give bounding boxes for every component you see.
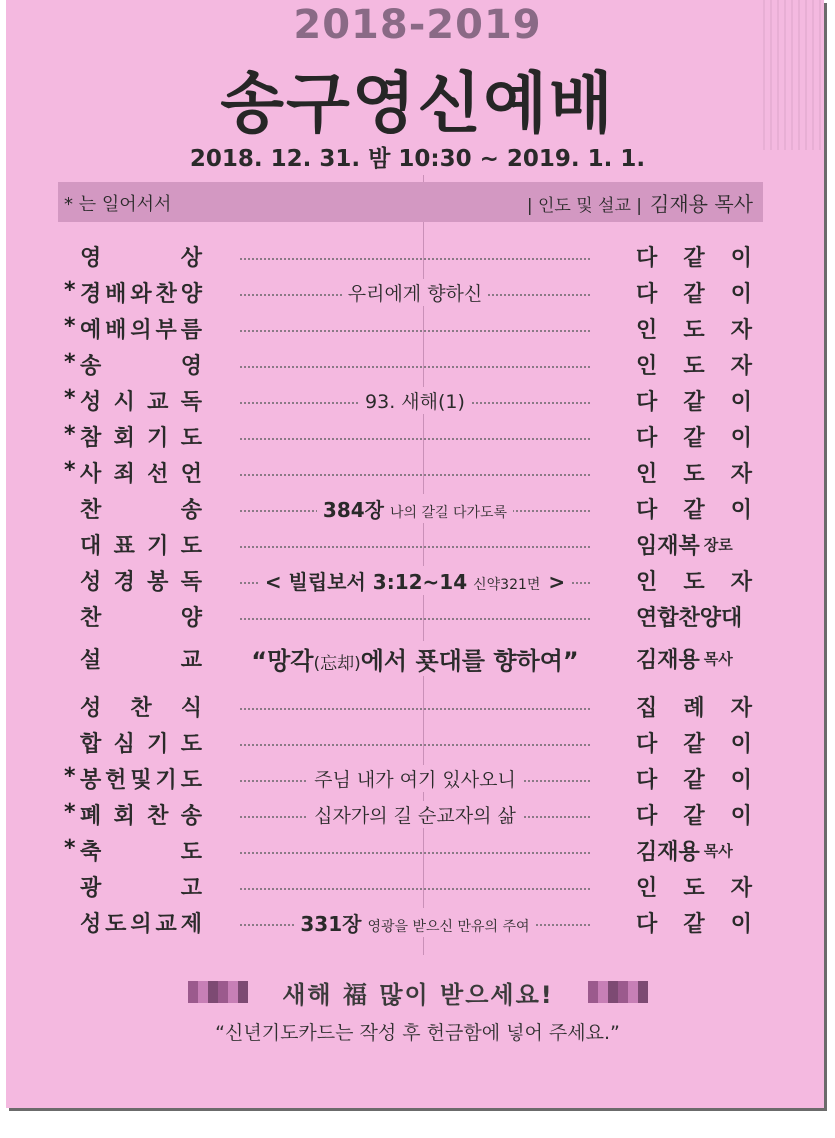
service-row	[0, 492, 835, 528]
service-row	[0, 834, 835, 870]
service-item-char: 고	[180, 875, 202, 901]
service-content	[230, 384, 600, 416]
leader-char: 도	[683, 461, 705, 487]
content-main: 384장	[322, 497, 384, 522]
service-leader	[636, 564, 752, 596]
sermon-title-c: 에서 푯대를 향하여”	[360, 646, 579, 675]
service-item-char: 봉	[80, 767, 102, 793]
service-item-char: 도	[180, 425, 202, 451]
leader-char: 례	[683, 695, 705, 721]
service-content	[230, 528, 600, 560]
leader-char: 이	[730, 389, 752, 415]
leader-char: 이	[730, 281, 752, 307]
service-item-char: 심	[113, 731, 135, 757]
content-text: 93. 새해(1)	[359, 387, 471, 414]
leader-char: 자	[730, 695, 752, 721]
service-item	[80, 384, 202, 416]
leader-char: 같	[683, 281, 705, 307]
service-item	[80, 564, 202, 596]
leader-char: 자	[730, 875, 752, 901]
service-item-char: 대	[80, 533, 102, 559]
service-item-char: 성	[80, 911, 102, 937]
service-item-char: 봉	[147, 569, 169, 595]
service-item-char: 죄	[113, 461, 135, 487]
leader-char: 같	[683, 731, 705, 757]
leader-char: 도	[683, 353, 705, 379]
service-leader	[636, 600, 752, 632]
service-date: 2018. 12. 31. 밤 10:30 ~ 2019. 1. 1.	[189, 146, 646, 172]
service-content	[230, 564, 600, 596]
service-item	[80, 870, 202, 902]
service-item	[80, 798, 202, 830]
service-leader	[636, 726, 752, 758]
content-text: 주님 내가 여기 있사오니	[308, 765, 522, 792]
service-item-char: 찬	[147, 803, 169, 829]
service-content	[230, 600, 600, 632]
service-item-char: 설	[80, 647, 102, 673]
service-item-char: 도	[105, 911, 127, 937]
service-item-char: 송	[180, 497, 202, 523]
service-leader	[636, 798, 752, 830]
leader-char: 다	[636, 389, 658, 415]
service-content	[230, 906, 600, 938]
service-item-char: 기	[147, 731, 169, 757]
content-sub: 나의 갈길 다가도록	[389, 504, 508, 521]
leader-char: 이	[730, 767, 752, 793]
service-item-char: 회	[113, 425, 135, 451]
leader-char: 이	[730, 911, 752, 937]
service-item-char: 식	[180, 695, 202, 721]
service-row	[0, 726, 835, 762]
leader-name: 김재용 목사	[650, 192, 753, 216]
service-content	[230, 870, 600, 902]
leader-char: 다	[636, 731, 658, 757]
leader-char: 같	[683, 497, 705, 523]
service-item-char: 독	[180, 569, 202, 595]
leader-char: 이	[730, 731, 752, 757]
leader-char: 인	[636, 353, 658, 379]
leader-char: 다	[636, 911, 658, 937]
service-item-char: 제	[180, 911, 202, 937]
service-item-char: 헌	[105, 767, 127, 793]
leader-char: 이	[730, 425, 752, 451]
service-title: 송구영신예배	[220, 65, 615, 142]
years-heading: 2018-2019	[293, 2, 542, 48]
service-item-char: 송	[180, 803, 202, 829]
content-sub: 영광을 받으신 만유의 주여	[367, 918, 530, 935]
service-content	[230, 642, 600, 674]
service-row	[0, 642, 835, 678]
leader-char: 도	[683, 317, 705, 343]
content-sub: 신약321면	[473, 576, 541, 593]
pixel-block-right	[588, 981, 648, 1003]
service-content	[230, 240, 600, 272]
standing-mark: *	[64, 278, 76, 303]
leader-char: 자	[730, 353, 752, 379]
service-item-char: 교	[155, 911, 177, 937]
service-item-char: 선	[147, 461, 169, 487]
content-text	[294, 908, 535, 937]
service-leader	[636, 690, 752, 722]
service-row	[0, 528, 835, 564]
standing-mark: *	[64, 314, 76, 339]
service-content	[230, 420, 600, 452]
leader-role: 장로	[703, 535, 733, 554]
service-item-char: 찬	[80, 497, 102, 523]
service-item-char: 기	[147, 425, 169, 451]
service-item-char: 및	[130, 767, 152, 793]
service-item	[80, 240, 202, 272]
leader-char: 도	[683, 875, 705, 901]
leader-char: 같	[683, 911, 705, 937]
role-label: | 인도 및 설교 |	[526, 196, 643, 216]
service-content	[230, 762, 600, 794]
service-item-char: 배	[105, 317, 127, 343]
standing-mark: *	[64, 458, 76, 483]
leader-char: 인	[636, 569, 658, 595]
service-item	[80, 456, 202, 488]
blessing-banner	[188, 975, 648, 1009]
leader-char: 인	[636, 875, 658, 901]
service-item-char: 름	[180, 317, 202, 343]
leader-char: 인	[636, 461, 658, 487]
service-row	[0, 276, 835, 312]
standing-mark: *	[64, 350, 76, 375]
leader-name: 임재복	[636, 533, 700, 559]
service-item-char: 성	[80, 569, 102, 595]
content-text: 우리에게 향하신	[342, 279, 489, 306]
service-leader	[636, 420, 752, 452]
service-item-char: 사	[80, 461, 102, 487]
standing-mark: *	[64, 836, 76, 861]
leader-char: 다	[636, 767, 658, 793]
service-content	[230, 690, 600, 722]
service-item-char: 의	[130, 317, 152, 343]
service-item-char: 도	[180, 533, 202, 559]
content-text: 십자가의 길 순교자의 삶	[308, 801, 522, 828]
service-leader	[636, 870, 752, 902]
service-item-char: 찬	[80, 605, 102, 631]
service-item-char: 교	[180, 647, 202, 673]
service-leader	[636, 348, 752, 380]
service-item	[80, 312, 202, 344]
service-item-char: 부	[155, 317, 177, 343]
leader-char: 집	[636, 695, 658, 721]
service-item	[80, 528, 202, 560]
service-row	[0, 798, 835, 834]
service-item-char: 합	[80, 731, 102, 757]
service-content	[230, 726, 600, 758]
service-item-char: 경	[80, 281, 102, 307]
content-end: >	[548, 569, 566, 594]
leader-name: 김재용	[636, 647, 700, 673]
service-leader	[636, 240, 752, 272]
service-item-char: 참	[80, 425, 102, 451]
service-item-char: 광	[80, 875, 102, 901]
service-item	[80, 834, 202, 866]
service-row	[0, 420, 835, 456]
header-leader	[527, 188, 753, 217]
service-content	[230, 834, 600, 866]
service-item-char: 찬	[155, 281, 177, 307]
service-leader	[636, 762, 752, 794]
service-item-char: 언	[180, 461, 202, 487]
service-item	[80, 276, 202, 308]
leader-role: 목사	[703, 841, 733, 860]
service-item-char: 경	[113, 569, 135, 595]
service-content	[230, 348, 600, 380]
leader-char: 같	[683, 245, 705, 271]
service-item-char: 교	[147, 389, 169, 415]
service-item	[80, 690, 202, 722]
pixel-block-left	[188, 981, 248, 1003]
service-item-char: 영	[180, 353, 202, 379]
service-leader	[636, 384, 752, 416]
service-row	[0, 348, 835, 384]
service-item-char: 시	[113, 389, 135, 415]
service-item-char: 독	[180, 389, 202, 415]
service-item	[80, 906, 202, 938]
service-item-char: 양	[180, 605, 202, 631]
service-row	[0, 600, 835, 636]
service-item-char: 송	[80, 353, 102, 379]
service-content	[230, 456, 600, 488]
service-item-char: 양	[180, 281, 202, 307]
service-item-char: 찬	[130, 695, 152, 721]
service-item-char: 도	[180, 839, 202, 865]
service-row	[0, 870, 835, 906]
content-text	[259, 566, 571, 595]
service-content	[230, 492, 600, 524]
service-leader	[636, 642, 752, 674]
content-main: 331장	[300, 911, 362, 936]
service-item-char: 성	[80, 389, 102, 415]
service-item-char: 축	[80, 839, 102, 865]
service-item-char: 도	[180, 731, 202, 757]
service-leader	[636, 906, 752, 938]
leader-char: 다	[636, 803, 658, 829]
leader-char: 다	[636, 281, 658, 307]
leader-char: 도	[683, 569, 705, 595]
service-row	[0, 564, 835, 600]
service-leader	[636, 456, 752, 488]
service-content	[230, 312, 600, 344]
leader-char: 자	[730, 569, 752, 595]
sermon-title-hanja: (忘却)	[313, 653, 361, 674]
service-item	[80, 642, 202, 674]
service-row	[0, 762, 835, 798]
service-item-char: 와	[130, 281, 152, 307]
service-row	[0, 690, 835, 726]
service-item-char: 상	[180, 245, 202, 271]
service-row	[0, 240, 835, 276]
leader-char: 다	[636, 245, 658, 271]
service-item	[80, 420, 202, 452]
service-item-char: 회	[113, 803, 135, 829]
service-leader	[636, 528, 752, 560]
leader-char: 같	[683, 389, 705, 415]
service-item	[80, 348, 202, 380]
standing-mark: *	[64, 386, 76, 411]
service-item	[80, 762, 202, 794]
service-item-char: 기	[155, 767, 177, 793]
leader-char: 인	[636, 317, 658, 343]
service-leader	[636, 834, 752, 866]
content-text	[317, 494, 513, 523]
leader-char: 이	[730, 497, 752, 523]
service-row	[0, 906, 835, 942]
leader-name: 연합찬양대	[636, 605, 743, 631]
blessing-text: 새해 福 많이 받으세요!	[282, 980, 554, 1009]
service-leader	[636, 492, 752, 524]
service-item	[80, 492, 202, 524]
leader-char: 자	[730, 317, 752, 343]
service-item-char: 폐	[80, 803, 102, 829]
standing-mark: *	[64, 800, 76, 825]
leader-char: 자	[730, 461, 752, 487]
service-item-char: 의	[130, 911, 152, 937]
leader-char: 같	[683, 803, 705, 829]
standing-mark: *	[64, 764, 76, 789]
service-leader	[636, 276, 752, 308]
sermon-title	[245, 641, 584, 676]
leader-name: 김재용	[636, 839, 700, 865]
service-content	[230, 276, 600, 308]
standing-mark: *	[64, 422, 76, 447]
leader-char: 다	[636, 497, 658, 523]
service-row	[0, 456, 835, 492]
service-item-char: 표	[113, 533, 135, 559]
service-item-char: 예	[80, 317, 102, 343]
service-item-char: 배	[105, 281, 127, 307]
standing-note: * 는 일어서서	[64, 194, 172, 215]
content-main: < 빌립보서 3:12~14	[264, 569, 468, 594]
leader-char: 같	[683, 425, 705, 451]
service-item-char: 성	[80, 695, 102, 721]
prayer-card-note: “신년기도카드는 작성 후 헌금함에 넣어 주세요.”	[215, 1022, 620, 1044]
service-item-char: 영	[80, 245, 102, 271]
service-row	[0, 384, 835, 420]
service-item-char: 도	[180, 767, 202, 793]
service-content	[230, 798, 600, 830]
service-item	[80, 600, 202, 632]
service-row	[0, 312, 835, 348]
leader-role: 목사	[703, 649, 733, 668]
leader-char: 다	[636, 425, 658, 451]
leader-char: 이	[730, 803, 752, 829]
leader-char: 이	[730, 245, 752, 271]
leader-char: 같	[683, 767, 705, 793]
service-item-char: 기	[147, 533, 169, 559]
service-leader	[636, 312, 752, 344]
sermon-title-a: “망각	[251, 646, 314, 675]
service-item	[80, 726, 202, 758]
